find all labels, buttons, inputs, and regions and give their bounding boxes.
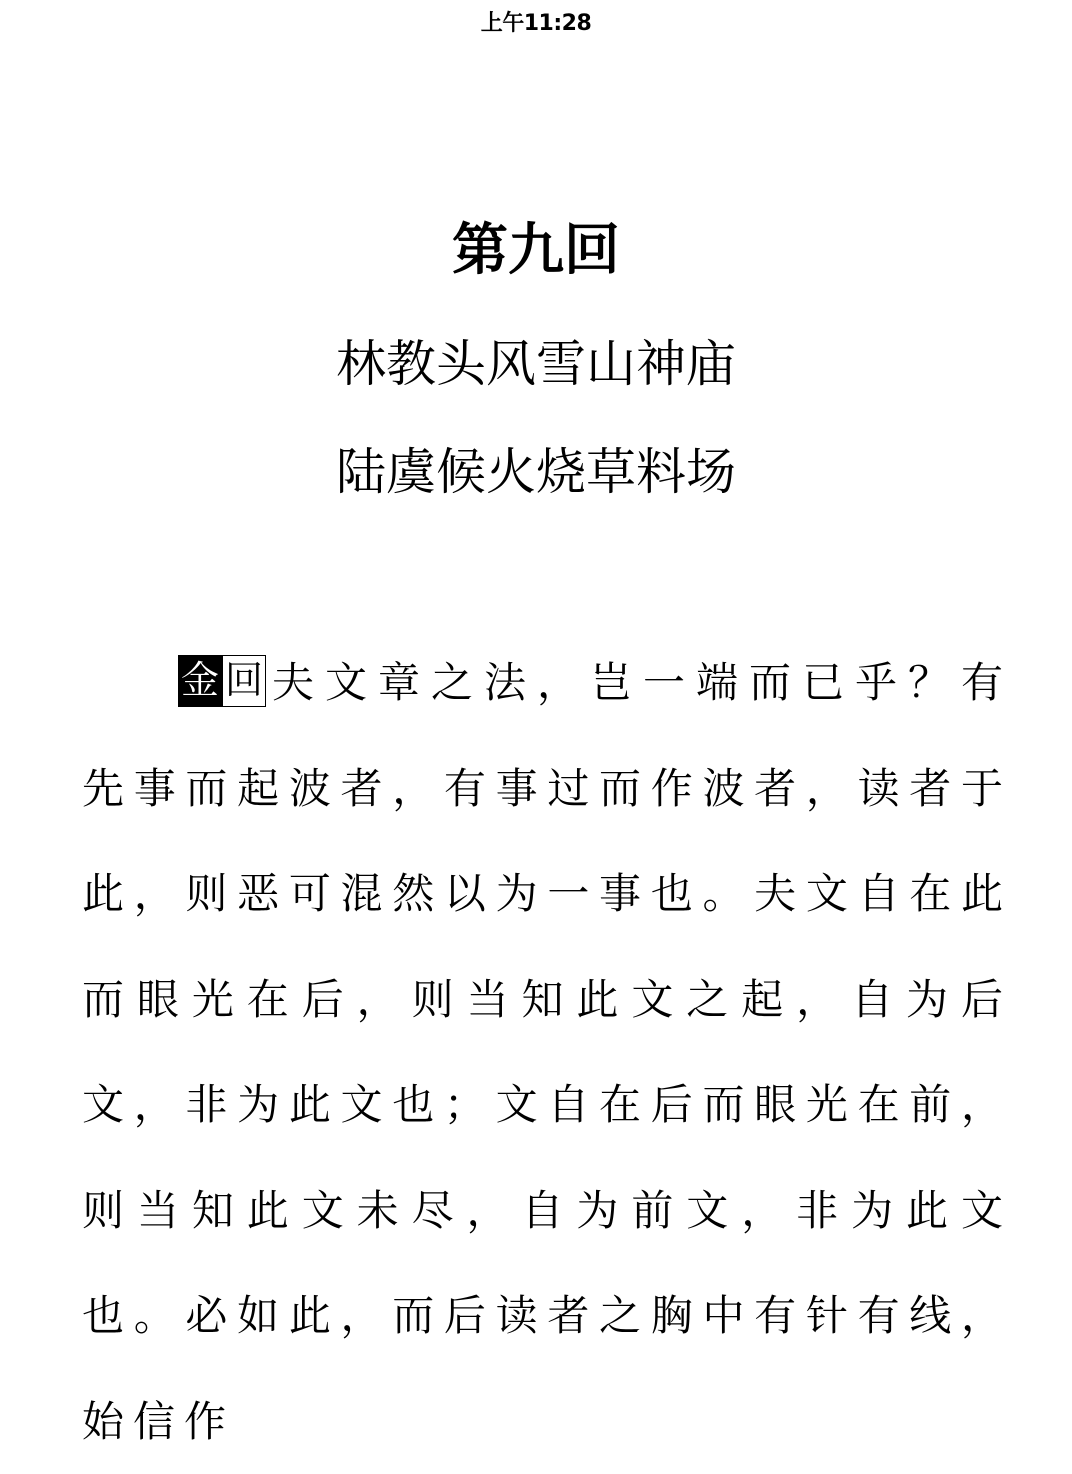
status-bar bbox=[0, 0, 1072, 44]
commentary-tag-jin: 金 bbox=[178, 655, 222, 707]
chapter-subtitle-line1: 林教头风雪山神庙 bbox=[336, 335, 736, 393]
commentary-paragraph bbox=[82, 630, 1012, 1474]
chapter-subtitle-line2: 陆虞候火烧草料场 bbox=[336, 443, 736, 501]
chapter-number: 第九回 bbox=[452, 217, 620, 283]
commentary-body bbox=[82, 630, 1012, 1474]
commentary-text: 夫文章之法，岂一端而已乎？有先事而起波者，有事过而作波者，读者于此，则恶可混然以为一事也。夫文自在此而眼光在后，则当知此文之起，自为后文，非为此文也；文自在后而眼光在前，则当知此文未尽，自为前文，非为此文也。必如此，而后读者之胸中有针有线，始信作 bbox=[82, 658, 1012, 1446]
status-time: 上午11:28 bbox=[480, 11, 592, 36]
commentary-tag-hui: 回 bbox=[222, 655, 266, 707]
chapter-header bbox=[0, 208, 1072, 500]
